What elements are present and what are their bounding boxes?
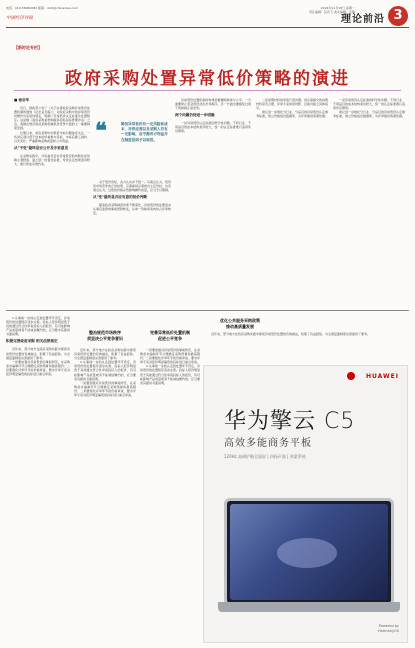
article-column-4: [256, 98, 328, 306]
paragraph: 长期以来，政府采购中的低价中标问题备受关注，一些供应商以低于成本的价格参与投标，中标后偷工减料、以次充好，严重影响采购质量和公共利益。: [14, 130, 90, 143]
paragraph: 二是说明材料的审查尺度问题。供应商提交的说明材料是否合理，评审专家如何判断，目前仍缺乏具体指引。: [256, 98, 328, 111]
paragraph: 1.从事前一步的认定到处置环节设定，异常低价的处置程序逐步完善。投标人报价明显低于其他通过符合性审查投标人的报价，有可能影响产品质量或者不能诚信履约的，应当要求其提供书面说明。: [6, 316, 70, 337]
screen-glow: [277, 538, 337, 568]
headline-divider: [14, 90, 401, 91]
newspaper-logo: 中国经济导报: [6, 16, 33, 21]
section-subhead-centered: 完善异常低价处置机制 促进公平竞争: [150, 330, 190, 341]
section-subhead-centered: 优化公共服务采购政策 推动高质量发展: [220, 318, 260, 329]
masthead-meta-left: [6, 6, 78, 10]
section-subhead: 积极完善政府采购 相关法律规定: [6, 339, 58, 344]
paragraph: 建议进一步细化分行业、分品目的异常低价认定参考标准，建立价格信息数据库，为评审提供客观依据。: [256, 110, 328, 119]
section-subhead: 两个问题仍待进一步明确: [175, 113, 215, 118]
section-subhead-centered: 整治规范市场秩序 须坚决公平竞争意识: [87, 330, 123, 341]
article-column-8: [140, 348, 200, 642]
harmonyos-badge: [378, 624, 399, 634]
article-column-5: [333, 98, 405, 306]
paragraph: 近年来，部分地方在政府采购实践中探索异常低价处置的有效做法，积累了有益经验，为全国层面制度完善提供了参考。: [211, 332, 371, 336]
section-title: 理论前沿: [341, 14, 385, 25]
tablet-screen: [230, 504, 388, 600]
tablet-image: [224, 498, 394, 606]
ad-product-spec: 120Hz 高刷护眼全面屏 | 四扬声器 | 鸿蒙系统: [224, 454, 306, 459]
paragraph: 近年来，部分地方在政府采购实践中探索异常低价处置的有效做法，积累了有益经验，为全国层面制度完善提供了参考。: [6, 347, 70, 360]
paragraph: 一是异常低价认定标准的科学性问题。不同行业、不同品目的成本结构差异较大，统一的认定标准难以适用所有情形。: [175, 121, 251, 134]
quote-mark-icon: ❝: [95, 118, 107, 144]
pull-quote: [93, 118, 171, 174]
article-column-2: [93, 180, 171, 306]
article-author: ■ 徐启华: [14, 98, 30, 102]
ad-brand: HUAWEI: [365, 373, 399, 380]
contact-line: 电话：010-58060082 邮箱：dxzl@chinaidea.com: [6, 6, 79, 10]
paragraph: 异常低价处置机制的构建需要兼顾效率与公平。一方面要防止恶意低价扰乱市场秩序，另一方面也要避免过度干预抑制正常竞争。: [175, 98, 251, 111]
paragraph: 在采购实践中，评标委员会对异常低价的判断往往依赖主观经验，缺乏统一的量化标准，导致认定结果差异较大，难以形成有效约束。: [14, 153, 90, 167]
paragraph: 一是要加强对异常低价的事前防范，在采购需求编制环节合理确定采购预算和最高限价；二是要强化评审环节的价格审查，要求评审专家对报价明显偏低的投标进行重点审查。: [6, 359, 70, 377]
article-column-1: [14, 106, 90, 306]
paragraph: 一是异常低价认定标准的科学性问题。不同行业、不同品目的成本结构差异较大，统一的认定标准难以适用所有情形。: [333, 98, 405, 111]
article-column-6: [6, 316, 70, 642]
section-subhead: 从"变"最终是否应有意的低价判断: [93, 195, 148, 200]
powered-by-label: Powered by: [378, 624, 399, 628]
huawei-logo-icon: [347, 372, 355, 380]
ad-product-title: 华为擎云 C5: [224, 409, 356, 434]
paragraph: 对于低价竞标，各方认识并不统一。有观点认为，低价是市场竞争的正常结果，应尊重供应商的自主定价权；也有观点认为，过低的价格必然影响履约质量，应当予以限制。: [93, 180, 171, 193]
header-divider: [6, 27, 409, 28]
pull-quote-text: 降低异常低价有一定风险和成本，对供应商以及采购人均有一定影响，应平衡各方利益并在制度层面予以规范。: [121, 122, 168, 142]
section-subhead: 从"不变"最终是否公开及专家意见: [14, 145, 69, 150]
editor-line: 责任编辑：张若飞 美术编辑：张静: [309, 10, 355, 14]
article-column-7: [74, 348, 136, 642]
paragraph: 建议进一步细化分行业、分品目的异常低价认定参考标准，建立价格信息数据库，为评审提供客观依据。: [333, 110, 405, 119]
paragraph: 一是要加强对异常低价的事前防范，在采购需求编制环节合理确定采购预算和最高限价；二是要强化评审环节的价格审查，要求评审专家对报价明显偏低的投标进行重点审查。: [140, 348, 200, 365]
paragraph: 1.从事前一步的认定到处置环节设定，异常低价的处置程序逐步完善。投标人报价明显低于其他通过符合性审查投标人的报价，有可能影响产品质量或者不能诚信履约的，应当要求其提供书面说明。: [74, 360, 136, 381]
paragraph: 随着政府采购制度改革不断深化，异常低价的处置逐步从事后监管向事前预防转变，从单一价格审查向综合评审转变。: [93, 203, 171, 216]
article-column-9: [205, 332, 405, 362]
ad-product-subtitle: 高效多能商务平板: [224, 438, 312, 449]
paragraph: 1.从事前一步的认定到处置环节设定，异常低价的处置程序逐步完善。投标人报价明显低于其他通过符合性审查投标人的报价，有可能影响产品质量或者不能诚信履约的，应当要求其提供书面说明。: [140, 364, 200, 385]
section-number-badge: 3: [388, 6, 408, 26]
tablet-keyboard: [218, 602, 400, 612]
article-column-3: [175, 98, 251, 306]
huawei-advertisement[interactable]: [203, 365, 408, 643]
paragraph: 近年来，部分地方在政府采购实践中探索异常低价处置的有效做法，积累了有益经验，为全国层面制度完善提供了参考。: [74, 348, 136, 361]
paragraph: 一是要加强对异常低价的事前防范，在采购需求编制环节合理确定采购预算和最高限价；二是要强化评审环节的价格审查，要求评审专家对报价明显偏低的投标进行重点审查。: [74, 380, 136, 398]
issue-date: 2024年11月18日 星期一: [320, 6, 355, 10]
article-headline: 政府采购处置异常低价策略的演进: [65, 69, 350, 89]
harmonyos-label: HarmonyOS: [378, 629, 399, 633]
paragraph: 近日，财政部公布了《关于完善政府采购异常低价处置机制的通知（征求意见稿）》，对政府采购中的异常低价问题作出系统性规定，明确了异常低价认定标准及处置程序。这是继《政府采购货物和服务招标投标管理办法》之后，我国在规范政府采购领域低价竞争方面的又一重要制度安排。: [14, 106, 90, 131]
mid-divider: [6, 310, 409, 311]
column-tag: 【新时论专栏】: [14, 45, 42, 50]
